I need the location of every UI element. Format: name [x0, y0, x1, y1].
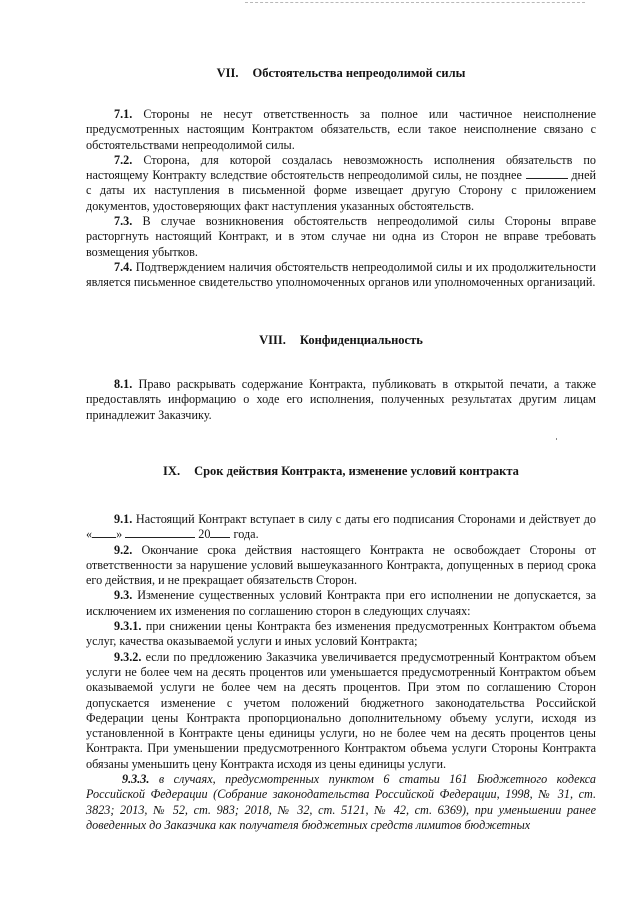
- section-8-number: VIII.: [259, 333, 286, 347]
- month-blank: [125, 527, 195, 538]
- clause-9-3-1-text: при снижении цены Контракта без изменения предусмотренных Контрактом объема услуг, качества оказываемой услуги и иных условий Контракта;: [86, 619, 596, 649]
- clause-9-1-text-c: 20: [198, 527, 211, 542]
- clause-9-3-3-text: в случаях, предусмотренных пунктом 6 статьи 161 Бюджетного кодекса Российской Федерации (Собрание законодательства Российской Федерации, 1998, № 31, ст. 3823; 2013, № 52, ст. 983; 2018, № 32, ст. 5121, № 42, ст. 6369), при уменьшении ранее доведенных до Заказчика как получателя бюджетных средств лимитов бюджетных: [86, 772, 596, 832]
- section-7-title: Обстоятельства непреодолимой силы: [252, 66, 466, 80]
- section-9-body: [86, 512, 596, 833]
- scan-top-edge: [245, 2, 585, 3]
- clause-9-3-1-number: 9.3.1.: [114, 619, 142, 634]
- clause-9-2-number: 9.2.: [114, 542, 133, 557]
- days-blank: [526, 168, 568, 179]
- clause-7-2-text-a: Сторона, для которой создалась невозможность исполнения обязательств по настоящему Контракту вследствие обстоятельств непреодолимой силы, не позднее: [86, 152, 596, 183]
- clause-8-1-text: Право раскрывать содержание Контракта, публиковать в открытой печати, а также предоставлять информацию о ходе его исполнения, полученных результатах другим лицам принадлежит Заказчику.: [86, 377, 596, 422]
- clause-7-4-number: 7.4.: [114, 259, 133, 274]
- clause-7-1: [86, 107, 596, 153]
- section-8-title: Конфиденциальность: [299, 333, 423, 347]
- clause-7-3-number: 7.3.: [114, 214, 133, 229]
- clause-7-2-text-b: дней с даты их наступления в письменной форме извещает другую Сторону с приложением документов, удостоверяющих факт наступления указанных обстоятельств.: [86, 168, 597, 213]
- day-blank: [92, 527, 116, 538]
- clause-9-3-2-text: если по предложению Заказчика увеличивается предусмотренный Контрактом объем услуги не более чем на десять процентов или уменьшается предусмотренный Контрактом объем оказываемой услуги не более чем на десять процентов. При этом по соглашению Сторон допускается изменение с учетом положений бюджетного законодательства Российской Федерации цены Контракта пропорционально дополнительному объему услуги, исходя из установленной в Контракте цены единицы услуги, но не более чем на десять процентов цены Контракта. При уменьшении предусмотренного Контрактом объема услуги Стороны Контракта обязаны уменьшить цену Контракта исходя из цены единицы услуги.: [86, 649, 596, 771]
- clause-9-1-text-b: »: [116, 527, 123, 542]
- section-9-title: Срок действия Контракта, изменение условий контракта: [194, 464, 519, 478]
- clause-9-1: [86, 512, 596, 543]
- clause-9-2-text: Окончание срока действия настоящего Контракта не освобождает Стороны от ответственности за нарушение условий вышеуказанного Контракта, допущенных в период срока его действия, и не прекращает обязательств Сторон.: [86, 542, 596, 588]
- clause-7-4-text: Подтверждением наличия обстоятельств непреодолимой силы и их продолжительности является письменное свидетельство уполномоченных органов или уполномоченных организаций.: [86, 259, 596, 290]
- clause-7-1-text: Стороны не несут ответственность за полное или частичное неисполнение предусмотренных настоящим Контрактом обязательств, если такое неисполнение связано с обстоятельствами непреодолимой силы.: [86, 107, 596, 152]
- section-7-body: [86, 107, 596, 291]
- section-7-number: VII.: [216, 66, 239, 80]
- clause-8-1-number: 8.1.: [114, 377, 133, 391]
- section-7-heading: [86, 66, 596, 80]
- year-blank: [210, 527, 230, 538]
- clause-9-3-1: [86, 619, 596, 650]
- section-9-heading: [86, 464, 596, 478]
- clause-7-3: [86, 214, 596, 260]
- clause-7-3-text: В случае возникновения обстоятельств непреодолимой силы Стороны вправе расторгнуть настоящий Контракт, и в этом случае ни одна из Сторон не вправе требовать возмещения убытков.: [86, 214, 597, 259]
- clause-9-1-text-a: Настоящий Контракт вступает в силу с даты его подписания Сторонами и действует до «: [86, 512, 596, 542]
- scan-speck: [556, 438, 557, 440]
- clause-9-3-number: 9.3.: [114, 588, 133, 603]
- clause-9-3-text: Изменение существенных условий Контракта при его исполнении не допускается, за исключением их изменения по соглашению сторон в следующих случаях:: [86, 588, 596, 618]
- clause-7-4: [86, 260, 596, 291]
- clause-9-1-number: 9.1.: [114, 512, 133, 526]
- section-8-body: [86, 377, 596, 423]
- clause-9-3-3-number: 9.3.3.: [122, 772, 150, 787]
- section-8-heading: [86, 333, 596, 347]
- clause-9-3-2-number: 9.3.2.: [114, 649, 142, 664]
- section-9-number: IX.: [163, 464, 181, 478]
- clause-7-2: [86, 153, 596, 214]
- clause-7-1-number: 7.1.: [114, 107, 133, 121]
- clause-8-1: [86, 377, 596, 423]
- clause-9-1-text-d: года.: [233, 527, 259, 542]
- clause-9-3: [86, 588, 596, 619]
- clause-9-3-3: [86, 772, 596, 833]
- clause-9-2: [86, 543, 596, 589]
- clause-9-3-2: [86, 650, 596, 772]
- clause-7-2-number: 7.2.: [114, 152, 133, 167]
